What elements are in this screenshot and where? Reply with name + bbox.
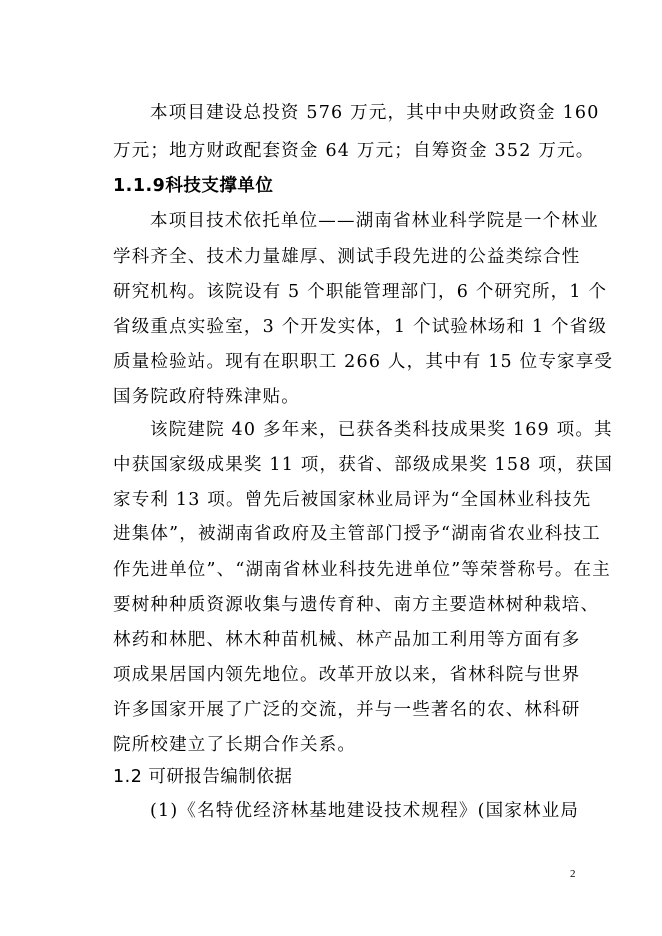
paragraph-line: 要树种种质资源收集与遗传育种、南方主要造林树种栽培、 — [113, 595, 600, 615]
paragraph-line: 万元；地方财政配套资金 64 万元；自筹资金 352 万元。 — [113, 141, 595, 161]
paragraph-line: 作先进单位”、“湖南省林业科技先进单位”等荣誉称号。在主 — [113, 560, 611, 580]
paragraph-line: 该院建院 40 多年来，已获各类科技成果奖 169 项。其 — [150, 420, 613, 440]
paragraph-line: 研究机构。该院设有 5 个职能管理部门，6 个研究所，1 个 — [113, 282, 608, 302]
paragraph-line: 家专利 13 项。曾先后被国家林业局评为“全国林业科技先 — [113, 490, 592, 510]
section-heading: 1.1.9科技支撑单位 — [113, 176, 274, 196]
paragraph-line: (1)《名特优经济林基地建设技术规程》(国家林业局 — [150, 801, 580, 821]
paragraph-line: 项成果居国内领先地位。改革开放以来，省林科院与世界 — [113, 665, 581, 685]
section-heading — [113, 765, 292, 789]
paragraph-line: 林药和林肥、林木种苗机械、林产品加工利用等方面有多 — [113, 630, 581, 650]
section-heading-text: 1.2 可研报告编制依据 — [113, 767, 293, 787]
paragraph-line: 进集体”，被湖南省政府及主管部门授予“湖南省农业科技工 — [113, 524, 601, 544]
paragraph-line: 本项目技术依托单位——湖南省林业科学院是一个林业 — [150, 211, 599, 231]
page-number: 2 — [570, 868, 576, 880]
paragraph-line: 质量检验站。现有在职职工 266 人，其中有 15 位专家享受 — [113, 352, 614, 372]
paragraph-line: 学科齐全、技术力量雄厚、测试手段先进的公益类综合性 — [113, 247, 581, 267]
paragraph-line: 本项目建设总投资 576 万元，其中中央财政资金 160 — [150, 103, 600, 123]
paragraph-line: 许多国家开展了广泛的交流，并与一些著名的农、林科研 — [113, 700, 581, 720]
paragraph-line: 省级重点实验室，3 个开发实体，1 个试验林场和 1 个省级 — [113, 317, 608, 337]
paragraph-line: 院所校建立了长期合作关系。 — [113, 735, 357, 755]
paragraph-line: 国务院政府特殊津贴。 — [113, 387, 300, 407]
paragraph-line: 中获国家级成果奖 11 项，获省、部级成果奖 158 项，获国 — [113, 455, 614, 475]
